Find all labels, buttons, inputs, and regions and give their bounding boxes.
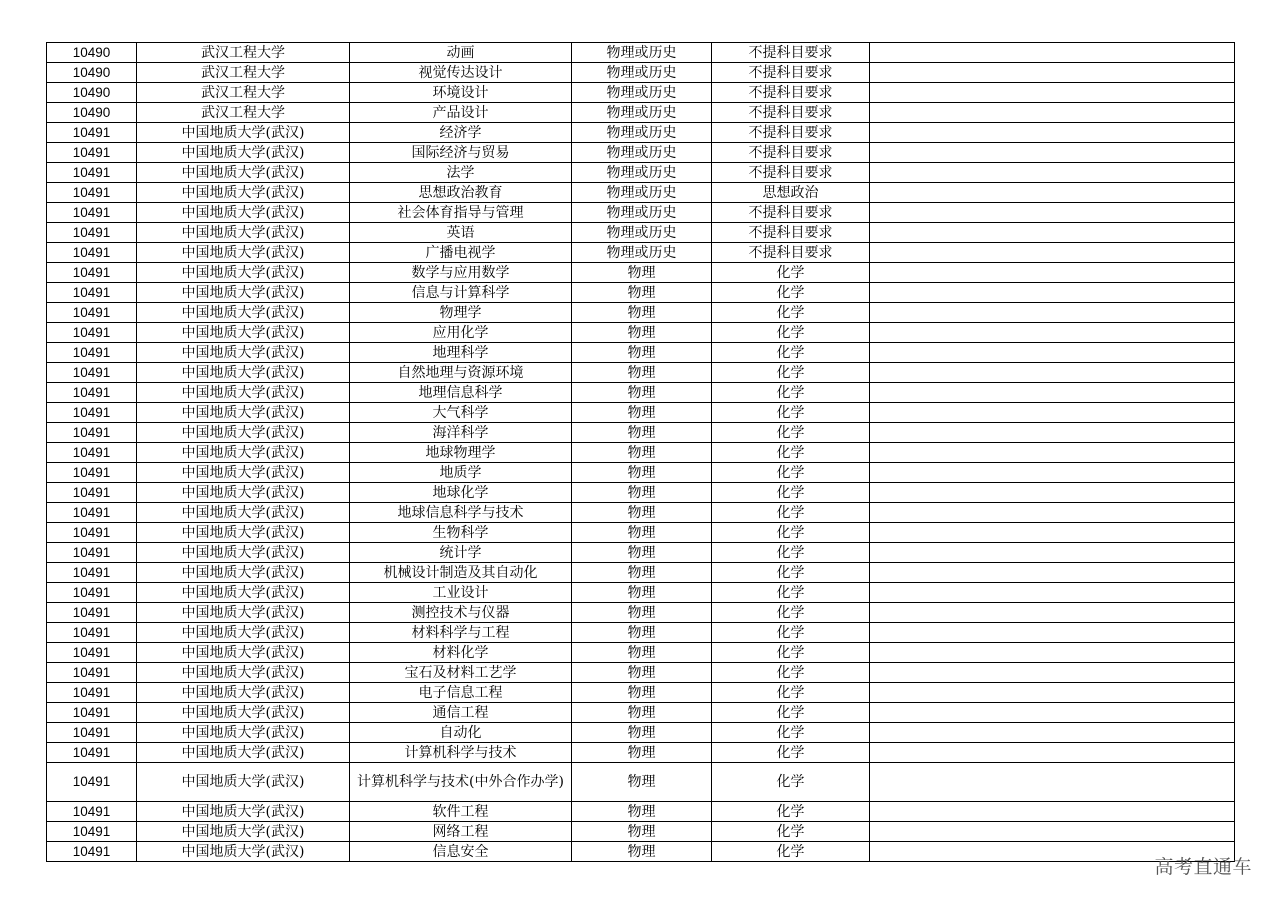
cell-school-code: 10491 [47,643,137,663]
cell-first-subject: 物理或历史 [572,83,712,103]
cell-note [870,443,1235,463]
cell-major: 统计学 [350,543,572,563]
cell-school-code: 10491 [47,583,137,603]
cell-school-code: 10491 [47,263,137,283]
cell-first-subject: 物理 [572,363,712,383]
cell-major: 计算机科学与技术(中外合作办学) [350,763,572,802]
cell-school-code: 10491 [47,503,137,523]
cell-first-subject: 物理 [572,443,712,463]
cell-major: 物理学 [350,303,572,323]
cell-note [870,163,1235,183]
cell-major: 信息与计算科学 [350,283,572,303]
cell-major: 生物科学 [350,523,572,543]
cell-major: 社会体育指导与管理 [350,203,572,223]
cell-first-subject: 物理 [572,683,712,703]
cell-school-code: 10491 [47,423,137,443]
cell-first-subject: 物理 [572,343,712,363]
cell-note [870,802,1235,822]
cell-second-subject: 化学 [712,763,870,802]
table-row [47,443,1235,463]
cell-school-name: 中国地质大学(武汉) [137,523,350,543]
cell-major: 地理科学 [350,343,572,363]
cell-note [870,183,1235,203]
cell-first-subject: 物理 [572,822,712,842]
cell-school-name: 中国地质大学(武汉) [137,643,350,663]
cell-first-subject: 物理 [572,743,712,763]
cell-second-subject: 化学 [712,723,870,743]
cell-school-name: 中国地质大学(武汉) [137,763,350,802]
table-row [47,463,1235,483]
cell-major: 地质学 [350,463,572,483]
cell-note [870,503,1235,523]
cell-note [870,643,1235,663]
cell-school-name: 中国地质大学(武汉) [137,123,350,143]
table-row [47,503,1235,523]
cell-note [870,123,1235,143]
cell-note [870,303,1235,323]
cell-school-name: 中国地质大学(武汉) [137,543,350,563]
cell-second-subject: 化学 [712,523,870,543]
cell-first-subject: 物理 [572,763,712,802]
cell-major: 地球物理学 [350,443,572,463]
cell-major: 视觉传达设计 [350,63,572,83]
cell-note [870,822,1235,842]
cell-major: 计算机科学与技术 [350,743,572,763]
cell-school-name: 中国地质大学(武汉) [137,243,350,263]
table-row [47,343,1235,363]
cell-school-code: 10491 [47,802,137,822]
cell-school-code: 10490 [47,43,137,63]
cell-first-subject: 物理或历史 [572,183,712,203]
table-row [47,423,1235,443]
cell-major: 自然地理与资源环境 [350,363,572,383]
cell-school-code: 10491 [47,543,137,563]
cell-note [870,323,1235,343]
cell-major: 地理信息科学 [350,383,572,403]
cell-major: 英语 [350,223,572,243]
table-row [47,523,1235,543]
table-row [47,323,1235,343]
cell-school-code: 10491 [47,563,137,583]
cell-school-name: 中国地质大学(武汉) [137,203,350,223]
cell-school-name: 中国地质大学(武汉) [137,223,350,243]
cell-second-subject: 化学 [712,483,870,503]
cell-major: 测控技术与仪器 [350,603,572,623]
cell-major: 产品设计 [350,103,572,123]
table-row [47,483,1235,503]
cell-first-subject: 物理 [572,323,712,343]
cell-note [870,83,1235,103]
cell-major: 经济学 [350,123,572,143]
cell-note [870,263,1235,283]
table-row [47,603,1235,623]
cell-school-name: 中国地质大学(武汉) [137,683,350,703]
cell-major: 国际经济与贸易 [350,143,572,163]
cell-second-subject: 化学 [712,423,870,443]
table-row [47,763,1235,802]
table-row [47,842,1235,862]
cell-school-name: 中国地质大学(武汉) [137,583,350,603]
cell-school-name: 中国地质大学(武汉) [137,822,350,842]
cell-school-name: 中国地质大学(武汉) [137,163,350,183]
table-row [47,183,1235,203]
cell-major: 宝石及材料工艺学 [350,663,572,683]
cell-school-code: 10491 [47,683,137,703]
cell-school-code: 10491 [47,403,137,423]
cell-major: 海洋科学 [350,423,572,443]
cell-school-code: 10491 [47,163,137,183]
cell-school-code: 10491 [47,483,137,503]
cell-second-subject: 化学 [712,463,870,483]
cell-major: 材料化学 [350,643,572,663]
table-row [47,643,1235,663]
cell-second-subject: 化学 [712,443,870,463]
cell-second-subject: 不提科目要求 [712,163,870,183]
cell-school-code: 10491 [47,243,137,263]
cell-school-code: 10491 [47,363,137,383]
cell-school-code: 10491 [47,723,137,743]
table-row [47,263,1235,283]
cell-school-code: 10491 [47,323,137,343]
cell-note [870,63,1235,83]
cell-first-subject: 物理 [572,623,712,643]
cell-first-subject: 物理或历史 [572,203,712,223]
cell-second-subject: 化学 [712,802,870,822]
cell-school-code: 10491 [47,822,137,842]
cell-note [870,463,1235,483]
cell-first-subject: 物理 [572,383,712,403]
table-row [47,683,1235,703]
cell-school-code: 10491 [47,343,137,363]
cell-school-name: 中国地质大学(武汉) [137,263,350,283]
cell-note [870,523,1235,543]
cell-school-name: 中国地质大学(武汉) [137,842,350,862]
cell-school-name: 武汉工程大学 [137,43,350,63]
cell-second-subject: 化学 [712,403,870,423]
table-row [47,163,1235,183]
cell-second-subject: 化学 [712,643,870,663]
cell-school-code: 10491 [47,463,137,483]
cell-school-code: 10490 [47,63,137,83]
cell-first-subject: 物理 [572,423,712,443]
watermark: 高考直通车 [1154,856,1252,878]
cell-second-subject: 化学 [712,343,870,363]
cell-second-subject: 化学 [712,663,870,683]
cell-note [870,143,1235,163]
cell-first-subject: 物理 [572,703,712,723]
cell-major: 数学与应用数学 [350,263,572,283]
cell-major: 材料科学与工程 [350,623,572,643]
cell-school-code: 10491 [47,123,137,143]
cell-second-subject: 不提科目要求 [712,123,870,143]
cell-school-name: 中国地质大学(武汉) [137,403,350,423]
cell-major: 信息安全 [350,842,572,862]
cell-second-subject: 不提科目要求 [712,83,870,103]
table-row [47,143,1235,163]
cell-school-code: 10491 [47,523,137,543]
cell-school-code: 10491 [47,223,137,243]
cell-school-code: 10491 [47,623,137,643]
cell-second-subject: 不提科目要求 [712,203,870,223]
cell-school-code: 10491 [47,763,137,802]
cell-first-subject: 物理 [572,463,712,483]
table-row [47,563,1235,583]
cell-note [870,483,1235,503]
cell-second-subject: 化学 [712,703,870,723]
cell-first-subject: 物理 [572,663,712,683]
table-row [47,63,1235,83]
cell-major: 网络工程 [350,822,572,842]
table-row [47,623,1235,643]
cell-note [870,403,1235,423]
cell-school-name: 中国地质大学(武汉) [137,363,350,383]
cell-first-subject: 物理 [572,603,712,623]
cell-school-code: 10491 [47,663,137,683]
table-row [47,303,1235,323]
cell-first-subject: 物理或历史 [572,43,712,63]
cell-school-code: 10491 [47,183,137,203]
cell-school-name: 中国地质大学(武汉) [137,323,350,343]
cell-first-subject: 物理 [572,483,712,503]
cell-second-subject: 化学 [712,383,870,403]
table-row [47,363,1235,383]
table-row [47,403,1235,423]
cell-first-subject: 物理 [572,802,712,822]
cell-school-name: 中国地质大学(武汉) [137,183,350,203]
cell-school-code: 10491 [47,703,137,723]
cell-school-name: 中国地质大学(武汉) [137,503,350,523]
cell-school-name: 中国地质大学(武汉) [137,743,350,763]
cell-school-code: 10491 [47,203,137,223]
cell-school-name: 中国地质大学(武汉) [137,383,350,403]
table-row [47,83,1235,103]
cell-major: 工业设计 [350,583,572,603]
cell-second-subject: 化学 [712,283,870,303]
table-row [47,103,1235,123]
cell-second-subject: 不提科目要求 [712,63,870,83]
cell-school-name: 中国地质大学(武汉) [137,603,350,623]
cell-school-code: 10491 [47,603,137,623]
cell-school-name: 中国地质大学(武汉) [137,463,350,483]
table-row [47,283,1235,303]
cell-note [870,703,1235,723]
cell-first-subject: 物理或历史 [572,103,712,123]
cell-first-subject: 物理或历史 [572,163,712,183]
cell-school-code: 10491 [47,303,137,323]
subject-requirements-table [46,42,1235,862]
table-row [47,663,1235,683]
cell-first-subject: 物理 [572,503,712,523]
table-row [47,723,1235,743]
cell-note [870,663,1235,683]
cell-second-subject: 不提科目要求 [712,243,870,263]
cell-school-code: 10491 [47,383,137,403]
cell-note [870,243,1235,263]
table-row [47,203,1235,223]
cell-second-subject: 不提科目要求 [712,223,870,243]
cell-second-subject: 化学 [712,543,870,563]
table-row [47,802,1235,822]
table-row [47,583,1235,603]
cell-first-subject: 物理 [572,643,712,663]
cell-school-name: 中国地质大学(武汉) [137,802,350,822]
cell-note [870,543,1235,563]
cell-school-name: 中国地质大学(武汉) [137,283,350,303]
cell-school-name: 武汉工程大学 [137,83,350,103]
cell-note [870,603,1235,623]
cell-major: 地球信息科学与技术 [350,503,572,523]
cell-school-code: 10490 [47,83,137,103]
table-row [47,223,1235,243]
cell-school-name: 武汉工程大学 [137,63,350,83]
cell-school-name: 中国地质大学(武汉) [137,703,350,723]
cell-second-subject: 化学 [712,503,870,523]
table-row [47,543,1235,563]
cell-first-subject: 物理 [572,303,712,323]
cell-second-subject: 化学 [712,822,870,842]
cell-major: 软件工程 [350,802,572,822]
cell-school-code: 10491 [47,443,137,463]
cell-first-subject: 物理或历史 [572,143,712,163]
cell-note [870,683,1235,703]
cell-note [870,723,1235,743]
table-row [47,383,1235,403]
cell-school-name: 中国地质大学(武汉) [137,623,350,643]
cell-note [870,223,1235,243]
cell-school-code: 10491 [47,283,137,303]
cell-second-subject: 不提科目要求 [712,143,870,163]
cell-school-code: 10490 [47,103,137,123]
cell-second-subject: 化学 [712,323,870,343]
table-row [47,743,1235,763]
table-row [47,822,1235,842]
cell-first-subject: 物理 [572,583,712,603]
cell-major: 自动化 [350,723,572,743]
cell-first-subject: 物理 [572,543,712,563]
cell-second-subject: 不提科目要求 [712,43,870,63]
cell-major: 法学 [350,163,572,183]
cell-first-subject: 物理或历史 [572,243,712,263]
cell-major: 大气科学 [350,403,572,423]
cell-school-name: 武汉工程大学 [137,103,350,123]
cell-first-subject: 物理 [572,403,712,423]
cell-second-subject: 思想政治 [712,183,870,203]
table-body [47,43,1235,862]
cell-second-subject: 化学 [712,363,870,383]
cell-first-subject: 物理或历史 [572,63,712,83]
cell-note [870,623,1235,643]
table-row [47,243,1235,263]
cell-school-name: 中国地质大学(武汉) [137,443,350,463]
cell-school-code: 10491 [47,842,137,862]
cell-note [870,583,1235,603]
cell-first-subject: 物理 [572,563,712,583]
cell-note [870,563,1235,583]
cell-first-subject: 物理或历史 [572,223,712,243]
cell-note [870,763,1235,802]
cell-second-subject: 化学 [712,683,870,703]
cell-school-name: 中国地质大学(武汉) [137,723,350,743]
cell-school-name: 中国地质大学(武汉) [137,143,350,163]
cell-first-subject: 物理 [572,523,712,543]
table-row [47,123,1235,143]
cell-school-name: 中国地质大学(武汉) [137,663,350,683]
cell-major: 应用化学 [350,323,572,343]
cell-major: 机械设计制造及其自动化 [350,563,572,583]
table-row [47,43,1235,63]
cell-first-subject: 物理 [572,263,712,283]
cell-first-subject: 物理 [572,842,712,862]
cell-school-name: 中国地质大学(武汉) [137,303,350,323]
cell-note [870,103,1235,123]
cell-first-subject: 物理 [572,283,712,303]
cell-school-code: 10491 [47,743,137,763]
cell-school-name: 中国地质大学(武汉) [137,343,350,363]
cell-major: 电子信息工程 [350,683,572,703]
cell-second-subject: 化学 [712,303,870,323]
cell-note [870,743,1235,763]
cell-note [870,343,1235,363]
cell-first-subject: 物理 [572,723,712,743]
cell-major: 思想政治教育 [350,183,572,203]
cell-note [870,283,1235,303]
cell-second-subject: 化学 [712,842,870,862]
cell-major: 广播电视学 [350,243,572,263]
cell-major: 动画 [350,43,572,63]
cell-note [870,423,1235,443]
cell-note [870,43,1235,63]
cell-second-subject: 化学 [712,743,870,763]
table-row [47,703,1235,723]
cell-second-subject: 不提科目要求 [712,103,870,123]
cell-note [870,383,1235,403]
cell-major: 地球化学 [350,483,572,503]
cell-major: 通信工程 [350,703,572,723]
cell-second-subject: 化学 [712,583,870,603]
cell-school-name: 中国地质大学(武汉) [137,483,350,503]
cell-school-code: 10491 [47,143,137,163]
cell-second-subject: 化学 [712,263,870,283]
cell-major: 环境设计 [350,83,572,103]
cell-second-subject: 化学 [712,563,870,583]
cell-school-name: 中国地质大学(武汉) [137,423,350,443]
cell-school-name: 中国地质大学(武汉) [137,563,350,583]
cell-first-subject: 物理或历史 [572,123,712,143]
cell-second-subject: 化学 [712,623,870,643]
cell-note [870,363,1235,383]
cell-second-subject: 化学 [712,603,870,623]
cell-note [870,203,1235,223]
